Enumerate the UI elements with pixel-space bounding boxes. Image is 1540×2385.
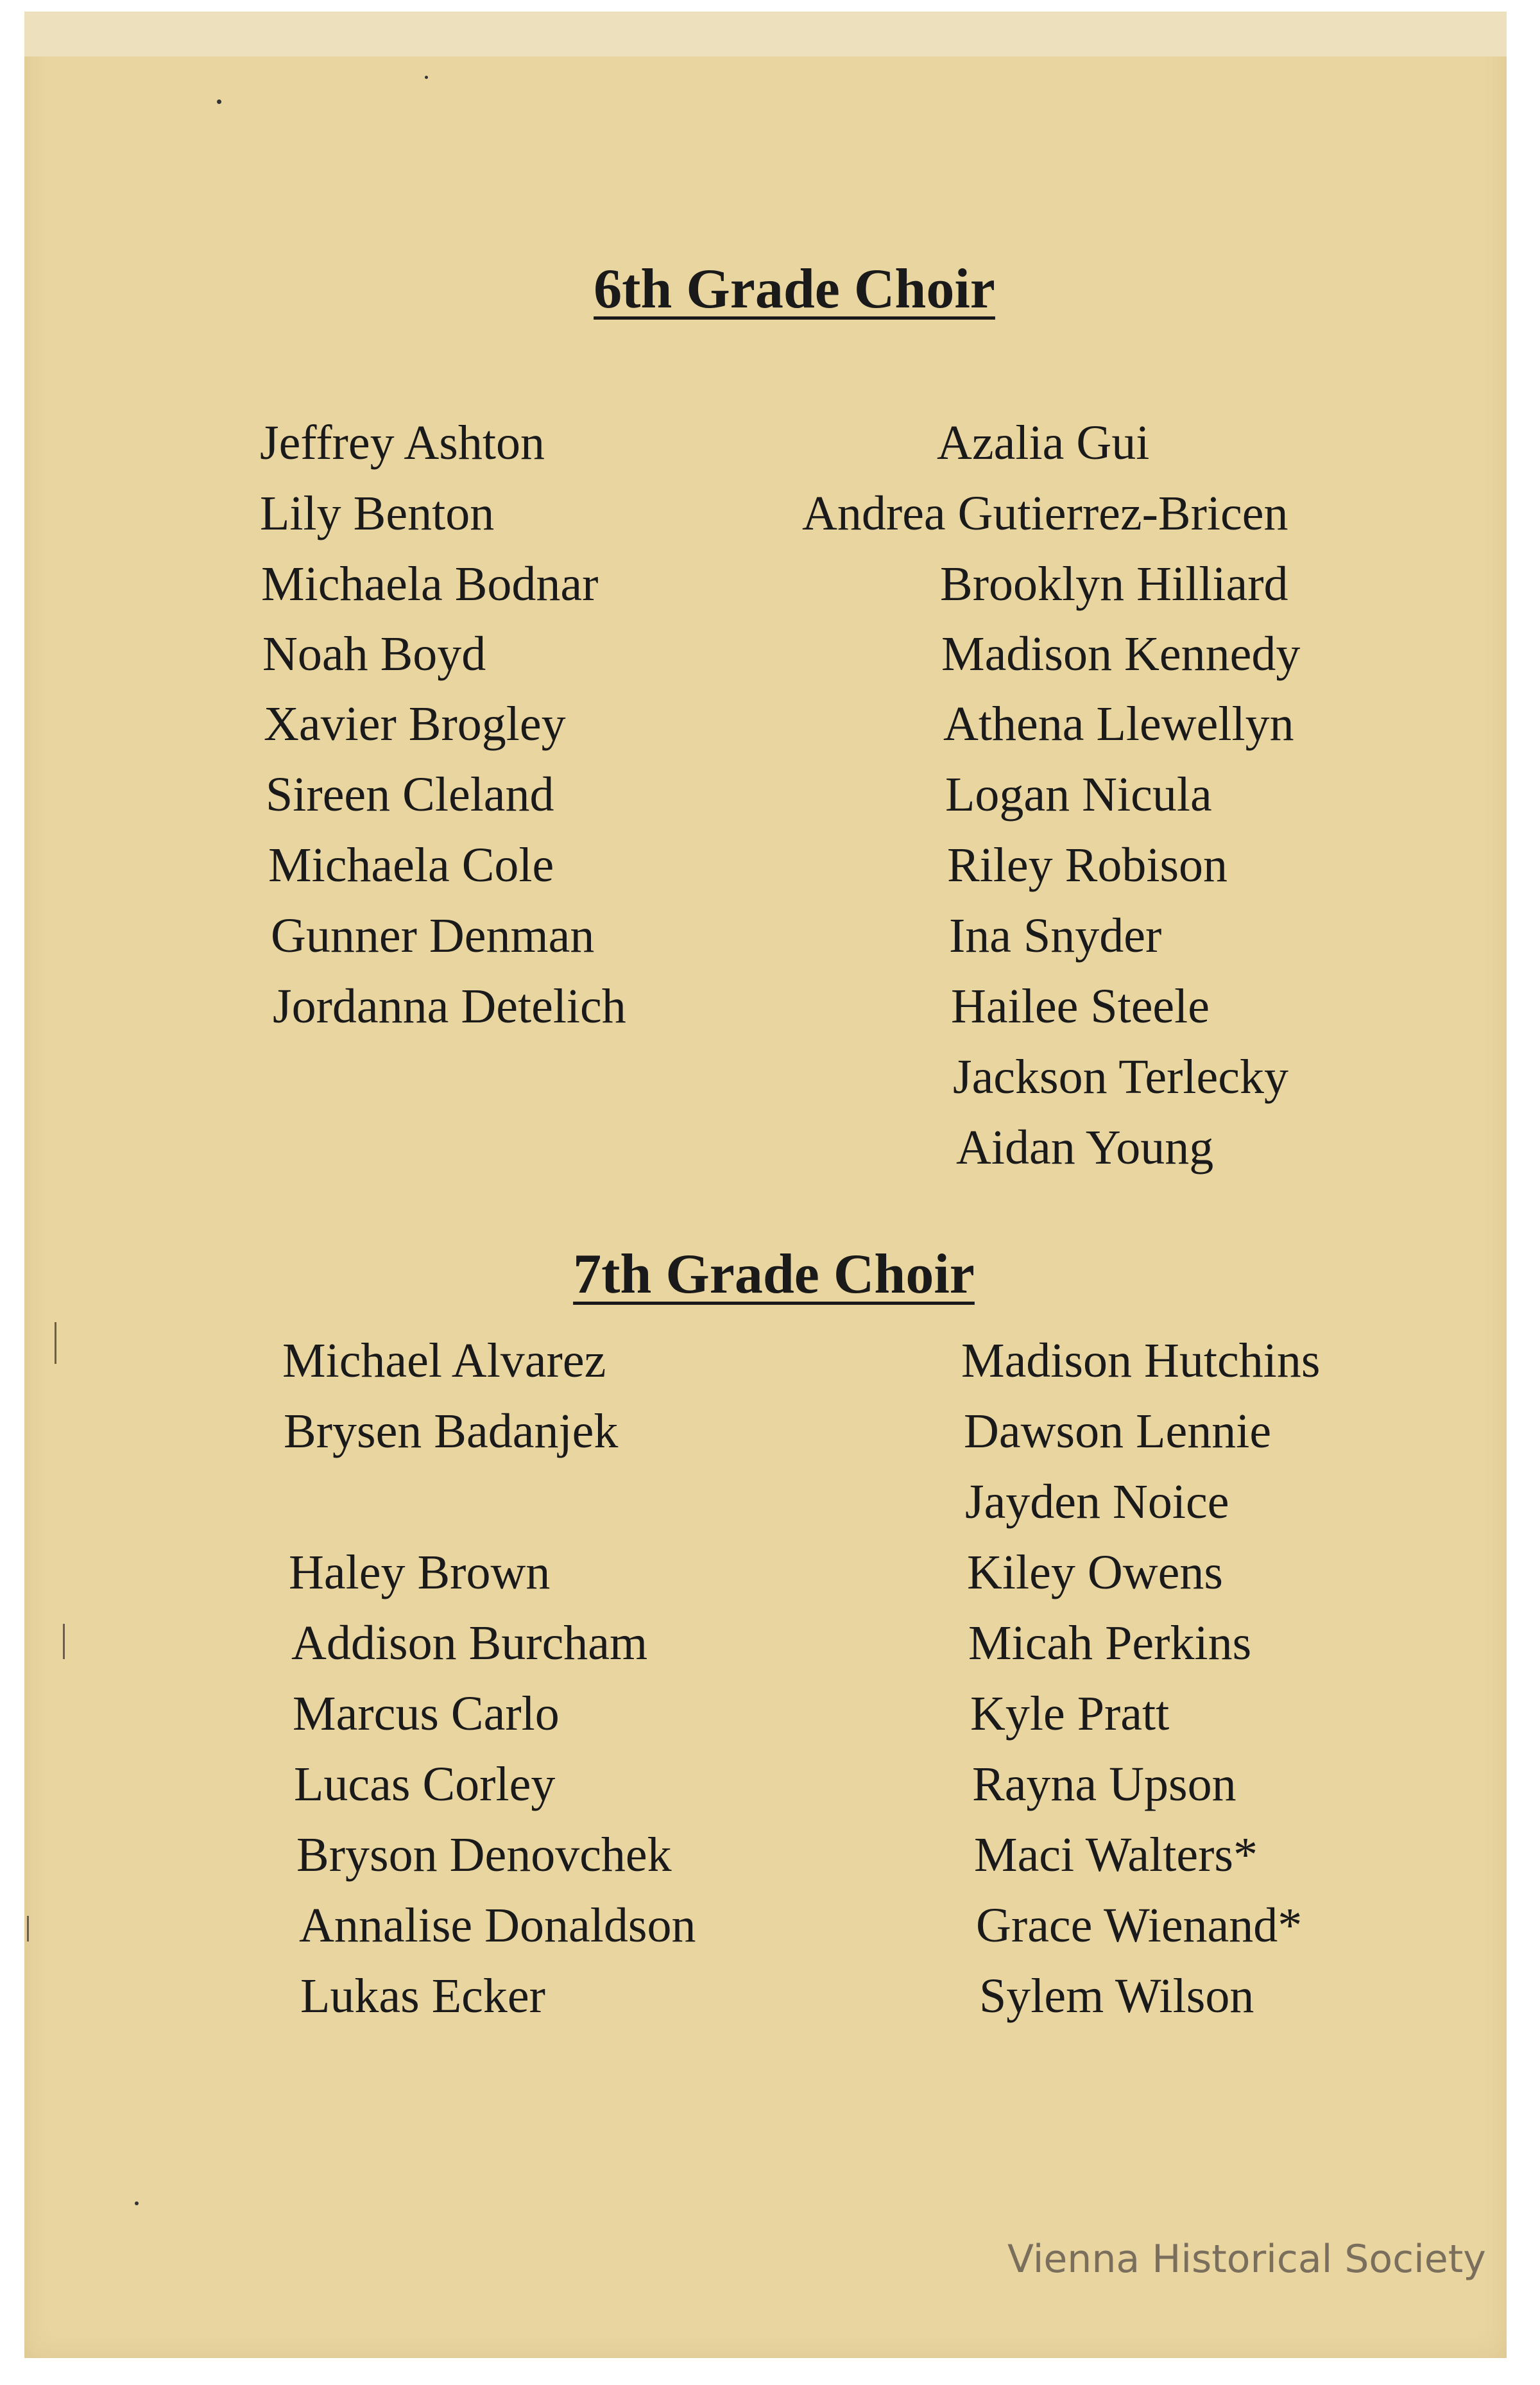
- sixth-grade-left-name: Lily Benton: [260, 486, 495, 540]
- seventh-grade-left-name: Haley Brown: [289, 1546, 551, 1599]
- sixth-grade-left-name: Gunner Denman: [271, 909, 595, 963]
- seventh-grade-left-name: Michael Alvarez: [282, 1334, 606, 1388]
- seventh-grade-right-name: Kiley Owens: [967, 1546, 1223, 1599]
- seventh-grade-right-name: Jayden Noice: [965, 1475, 1229, 1529]
- seventh-grade-left-name: Lucas Corley: [294, 1757, 556, 1811]
- page-top-edge: [24, 12, 1507, 56]
- seventh-grade-right-name: Grace Wienand*: [976, 1899, 1303, 1952]
- sixth-grade-right-name: Andrea Gutierrez-Bricen: [802, 486, 1288, 540]
- seventh-grade-right-name: Rayna Upson: [972, 1757, 1236, 1811]
- sixth-grade-right-name: Azalia Gui: [937, 416, 1150, 470]
- seventh-grade-right-name: Kyle Pratt: [970, 1687, 1170, 1741]
- sixth-grade-left-name: Sireen Cleland: [266, 768, 554, 822]
- sixth-grade-right-name: Hailee Steele: [951, 979, 1210, 1033]
- seventh-grade-left-name: Annalise Donaldson: [299, 1899, 696, 1952]
- archive-watermark: Vienna Historical Society: [1007, 2237, 1486, 2282]
- edge-mark: [55, 1322, 56, 1364]
- sixth-grade-left-name: Jeffrey Ashton: [260, 416, 545, 470]
- seventh-grade-right-name: Micah Perkins: [968, 1616, 1252, 1670]
- sixth-grade-left-name: Xavier Brogley: [264, 697, 566, 751]
- sixth-grade-right-name: Logan Nicula: [945, 768, 1212, 822]
- sixth-grade-right-name: Aidan Young: [956, 1121, 1214, 1175]
- seventh-grade-left-name: Marcus Carlo: [293, 1687, 560, 1741]
- sixth-grade-right-name: Brooklyn Hilliard: [940, 557, 1288, 611]
- sixth-grade-choir-title: 6th Grade Choir: [594, 258, 995, 320]
- speck: [425, 76, 428, 79]
- seventh-grade-left-name: Bryson Denovchek: [296, 1828, 672, 1882]
- edge-mark: [27, 1916, 29, 1942]
- sixth-grade-left-name: Jordanna Detelich: [273, 979, 626, 1033]
- seventh-grade-right-name: Maci Walters*: [974, 1828, 1258, 1882]
- sixth-grade-left-name: Noah Boyd: [262, 627, 486, 681]
- sixth-grade-right-name: Riley Robison: [947, 838, 1228, 892]
- sixth-grade-left-name: Michaela Cole: [268, 838, 554, 892]
- seventh-grade-right-name: Sylem Wilson: [979, 1969, 1254, 2023]
- sixth-grade-right-name: Ina Snyder: [949, 909, 1162, 963]
- sixth-grade-right-name: Madison Kennedy: [941, 627, 1301, 681]
- seventh-grade-choir-title: 7th Grade Choir: [573, 1243, 975, 1305]
- sixth-grade-left-name: Michaela Bodnar: [261, 557, 599, 611]
- speck: [135, 2201, 139, 2205]
- sixth-grade-right-name: Jackson Terlecky: [953, 1050, 1288, 1104]
- speck: [217, 99, 221, 104]
- sixth-grade-right-name: Athena Llewellyn: [943, 697, 1294, 751]
- seventh-grade-right-name: Dawson Lennie: [964, 1404, 1272, 1458]
- edge-mark: [63, 1624, 65, 1659]
- program-page: [24, 12, 1507, 2358]
- seventh-grade-left-name: Lukas Ecker: [300, 1969, 545, 2023]
- seventh-grade-right-name: Madison Hutchins: [961, 1334, 1321, 1388]
- seventh-grade-left-name: Brysen Badanjek: [284, 1404, 619, 1458]
- seventh-grade-left-name: Addison Burcham: [291, 1616, 648, 1670]
